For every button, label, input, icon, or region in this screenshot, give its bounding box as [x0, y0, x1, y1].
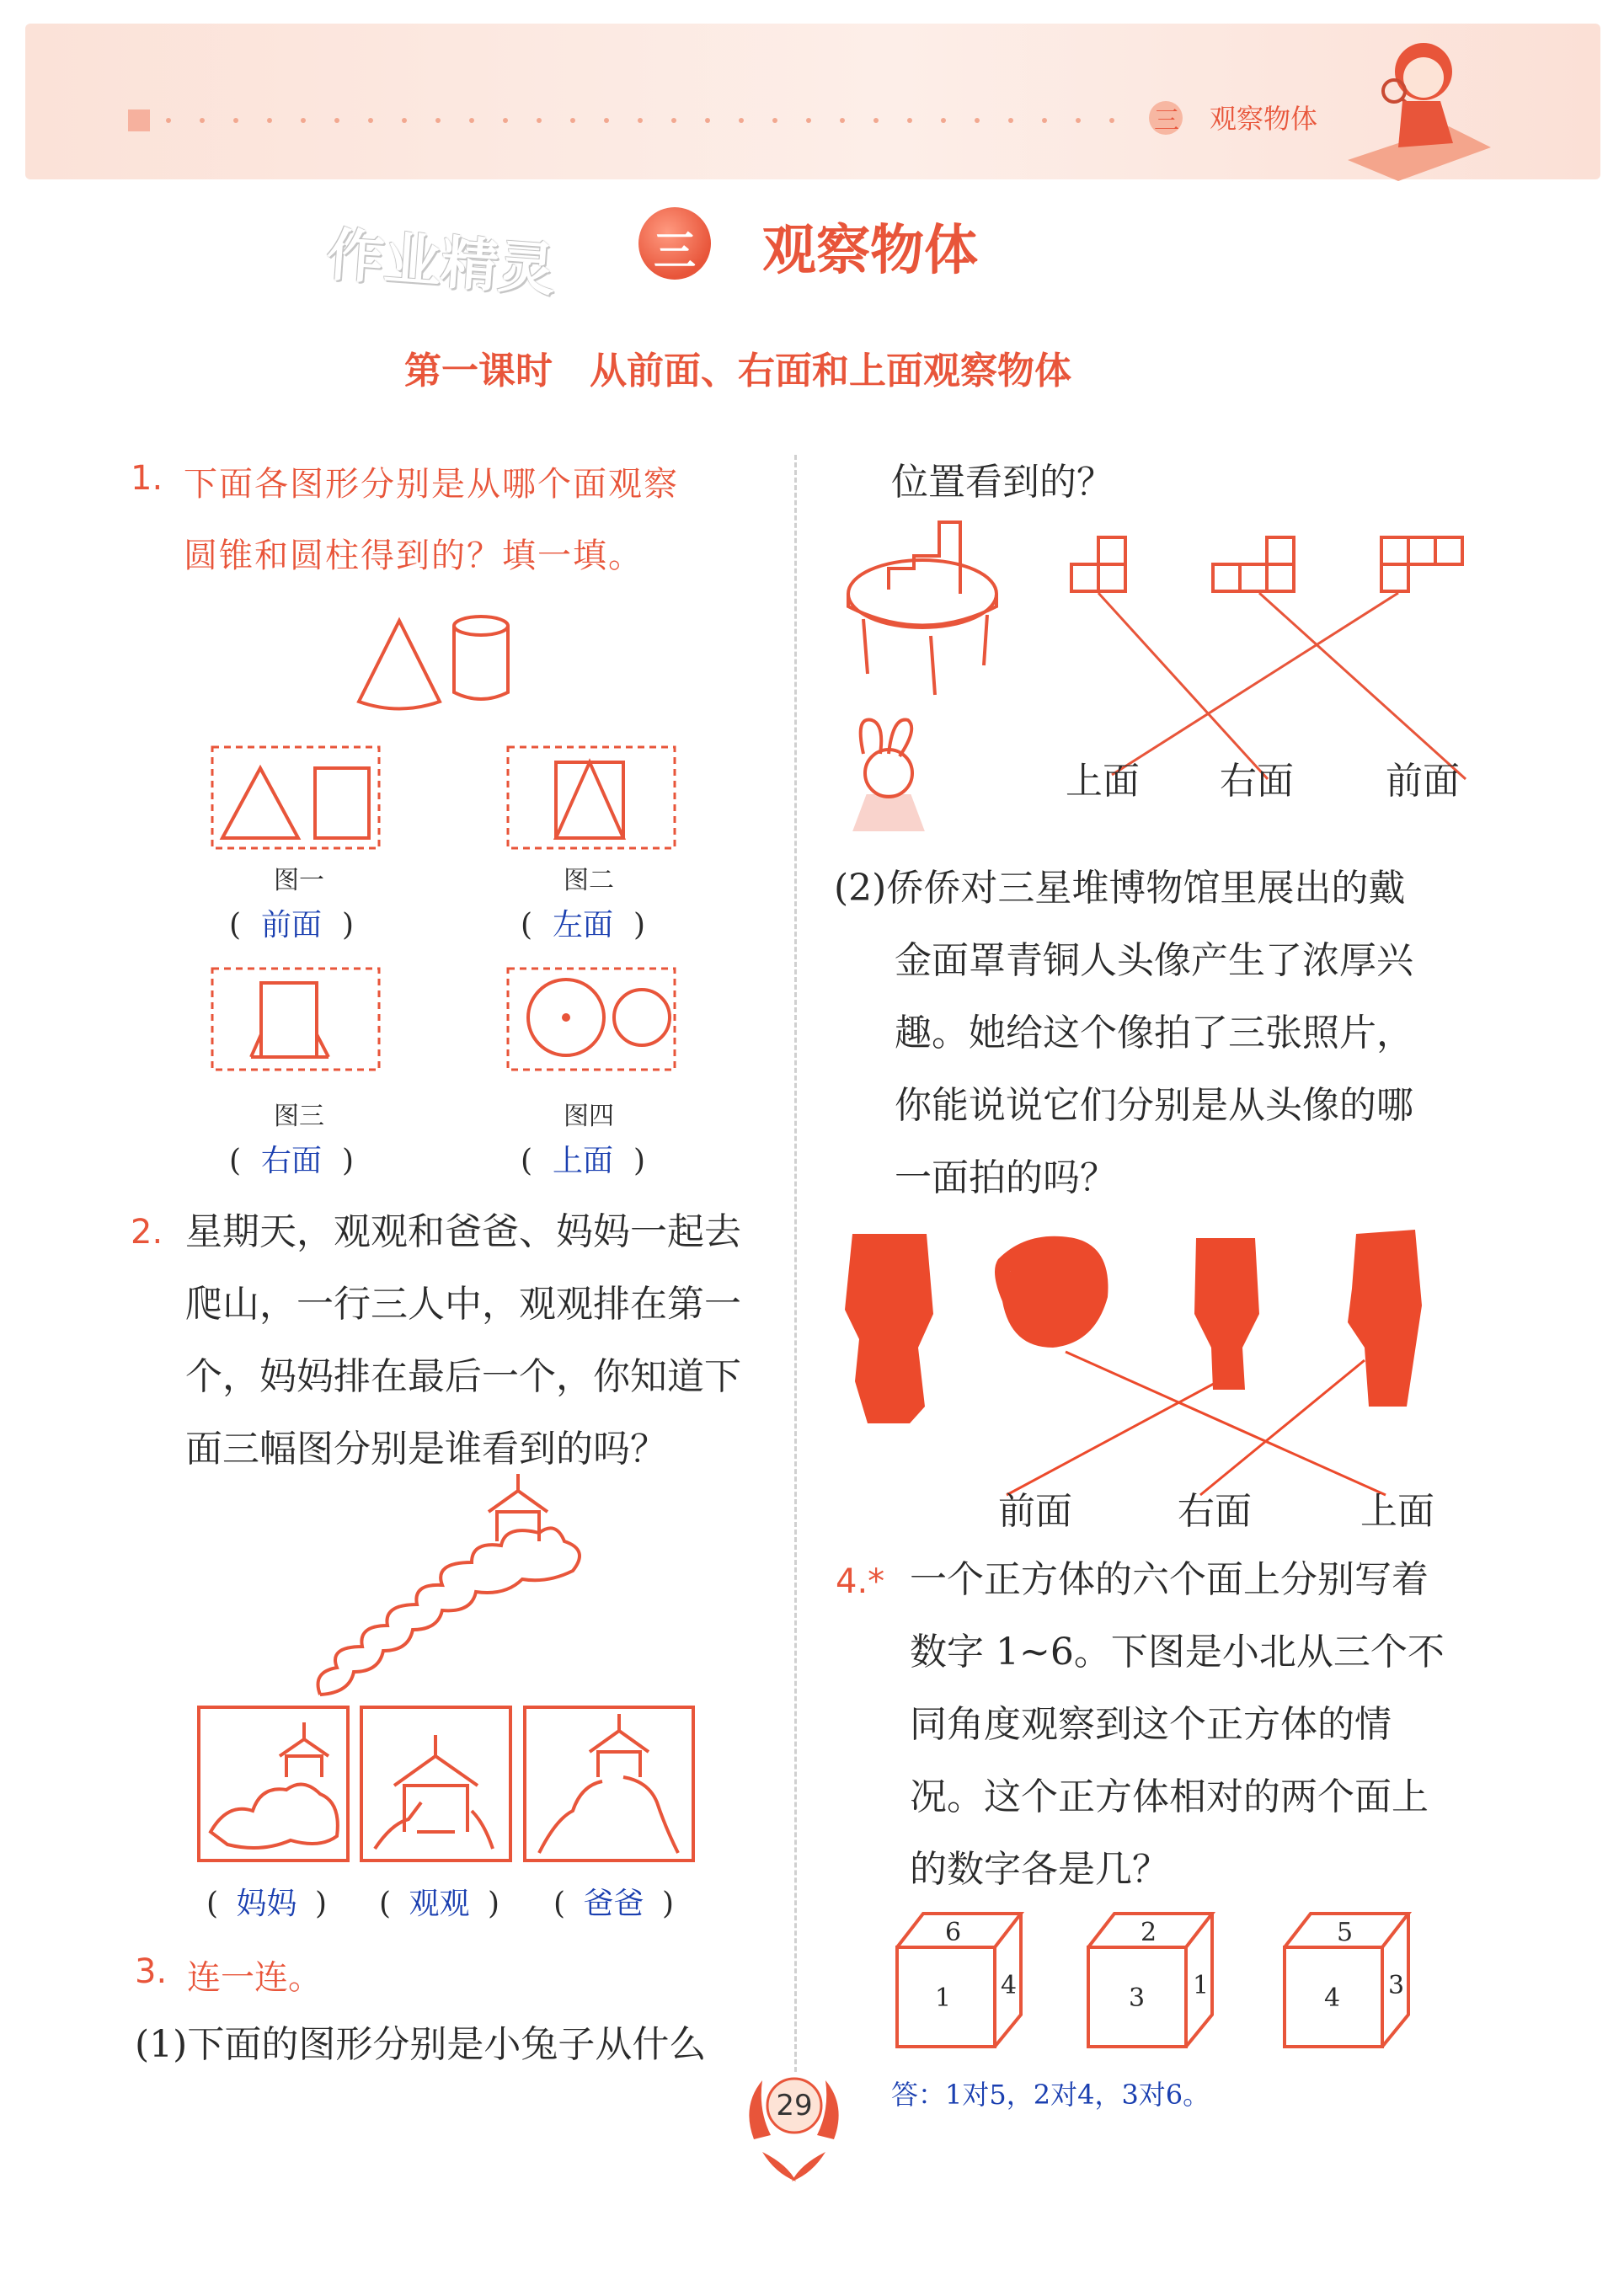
cube1-side-number: 4 — [1001, 1971, 1018, 2000]
view3-answer-blank[interactable]: ( 爸爸 ) — [553, 1880, 674, 1923]
q2-line: 面三幅图分别是谁看到的吗？ — [185, 1428, 667, 1471]
figure1-answer: 前面 — [261, 908, 323, 942]
q3-part2-label-top: 上面 — [1360, 1490, 1434, 1533]
figure2-answer: 左面 — [553, 908, 614, 942]
figure3-caption: 图三 — [274, 1102, 324, 1131]
q3-number: 3. — [135, 1952, 168, 1991]
figure4-answer: 上面 — [553, 1144, 614, 1178]
cube2-front-number: 3 — [1129, 1983, 1146, 2013]
q3-part2-line: 你能说说它们分别是从头像的哪 — [895, 1084, 1413, 1127]
q2-number: 2. — [131, 1213, 163, 1252]
q4-line: 同角度观察到这个正方体的情 — [910, 1703, 1392, 1746]
q3-part2-label-front: 前面 — [998, 1490, 1072, 1533]
q3-part1-label-top: 上面 — [1066, 760, 1140, 803]
header-chapter-num: 三 — [1154, 106, 1179, 136]
q1-text-line1: 下面各图形分别是从哪个面观察 — [184, 465, 679, 504]
q2-line: 个，妈妈排在最后一个，你知道下 — [185, 1355, 741, 1398]
figure2-answer-blank[interactable]: ( 左面 ) — [521, 901, 664, 944]
view1-answer: 妈妈 — [236, 1887, 297, 1921]
lesson-title: 第一课时 从前面、右面和上面观察物体 — [404, 350, 1071, 392]
chapter-title: 观察物体 — [762, 220, 978, 282]
figure1-answer-blank[interactable]: ( 前面 ) — [229, 901, 372, 944]
q4-line: 的数字各是几？ — [910, 1848, 1169, 1891]
q3-part1-line2: 位置看到的？ — [891, 461, 1114, 504]
q2-line: 爬山，一行三人中，观观排在第一 — [185, 1283, 741, 1326]
figure2-caption: 图二 — [564, 866, 614, 895]
figure4-answer-blank[interactable]: ( 上面 ) — [521, 1137, 664, 1180]
view2-answer: 观观 — [409, 1887, 470, 1921]
q1-number: 1. — [131, 459, 163, 498]
q3-part1-line1: (1)下面的图形分别是小兔子从什么 — [135, 2023, 707, 2066]
chapter-number: 三 — [654, 227, 696, 275]
cube3-side-number: 3 — [1388, 1971, 1405, 2000]
cube2-side-number: 1 — [1193, 1971, 1210, 2000]
figure3-answer: 右面 — [261, 1144, 323, 1178]
view1-answer-blank[interactable]: ( 妈妈 ) — [206, 1880, 327, 1923]
figure1-caption: 图一 — [274, 866, 324, 895]
watermark: 作业精灵 — [324, 222, 558, 305]
q1-text-line2: 圆锥和圆柱得到的？填一填。 — [184, 537, 644, 575]
figure4-caption: 图四 — [564, 1102, 614, 1131]
figure3-answer-blank[interactable]: ( 右面 ) — [229, 1137, 372, 1180]
header-chapter-name: 观察物体 — [1210, 103, 1318, 135]
view2-answer-blank[interactable]: ( 观观 ) — [379, 1880, 499, 1923]
cube1-top-number: 6 — [945, 1918, 962, 1947]
q3-part1-label-right: 右面 — [1220, 760, 1294, 803]
q3-part2-line: (2)侨侨对三星堆博物馆里展出的戴 — [834, 867, 1406, 910]
q3-part1-label-front: 前面 — [1386, 760, 1460, 803]
q3-part2-line: 一面拍的吗？ — [895, 1156, 1117, 1199]
cube1-front-number: 1 — [935, 1983, 952, 2013]
q4-answer: 答：1对5，2对4，3对6。 — [891, 2079, 1210, 2111]
cube3-top-number: 5 — [1337, 1918, 1354, 1947]
q3-part2-line: 趣。她给这个像拍了三张照片， — [895, 1012, 1413, 1054]
q2-line: 星期天，观观和爸爸、妈妈一起去 — [185, 1210, 741, 1253]
page-number: 29 — [776, 2089, 813, 2122]
cube3-front-number: 4 — [1324, 1983, 1341, 2013]
cube2-top-number: 2 — [1141, 1918, 1157, 1947]
view3-answer: 爸爸 — [583, 1887, 644, 1921]
q4-line: 况。这个正方体相对的两个面上 — [910, 1775, 1429, 1818]
q3-part2-label-right: 右面 — [1178, 1490, 1252, 1533]
q4-number: 4.* — [836, 1562, 885, 1601]
q3-part2-line: 金面罩青铜人头像产生了浓厚兴 — [895, 939, 1413, 982]
q4-line: 一个正方体的六个面上分别写着 — [910, 1558, 1429, 1601]
q4-line: 数字 1~6。下图是小北从三个不 — [910, 1631, 1445, 1674]
q3-title: 连一连。 — [187, 1958, 322, 1997]
